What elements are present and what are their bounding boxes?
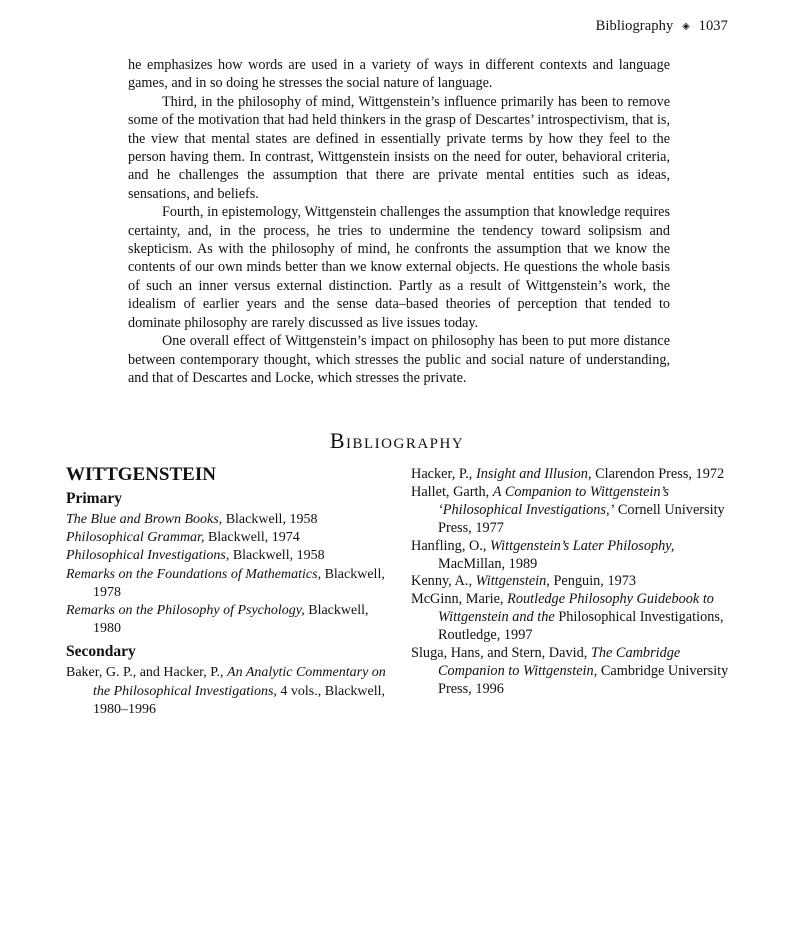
- entry-author: Hanfling, O.,: [411, 537, 491, 554]
- entry-author: McGinn, Marie,: [411, 591, 508, 608]
- entry-details: , Blackwell, 1978: [93, 566, 385, 600]
- entry-details: Cornell University Press, 1977: [438, 501, 725, 536]
- bibliography-entry: [66, 511, 396, 529]
- entry-title: The Cambridge Companion to Wittgenstein: [438, 645, 681, 679]
- entry-details: , Blackwell, 1958: [225, 548, 325, 564]
- paragraph: he emphasizes how words are used in a variety of ways in different contexts and language games, and in so doing he stresses the social nature of language.: [128, 57, 670, 92]
- entry-title: An Analytic Commentary on the Philosophical Investigations: [93, 665, 386, 699]
- entry-title: A Companion to Wittgenstein’s ‘Philosophical Investigations,’: [438, 483, 670, 518]
- bibliography-left-column: [66, 463, 396, 719]
- running-head-title: Bibliography: [595, 18, 674, 34]
- bibliography-entry: [411, 484, 731, 538]
- paragraph: Fourth, in epistemology, Wittgenstein challenges the assumption that knowledge requires certainty, and, in the process, he tries to undermine the tendency toward solipsism and skepticism. As with the philosophy of mind, he confronts the assumption that we know the contents of our own minds better than we know external objects. He questions the whole basis of such an inner versus external distinction. Partly as a result of Wittgenstein’s work, the idealism of earlier years and the sense data–based theories of perception that tended to dominate philosophy are rarely discussed as live issues today.: [128, 204, 670, 331]
- entry-title: Wittgenstein’s Later Philosophy,: [490, 537, 675, 554]
- entry-author: Baker, G. P., and Hacker, P.,: [66, 665, 228, 681]
- bibliography-entry: [411, 538, 731, 574]
- entry-title: Remarks on the Philosophy of Psychology,: [66, 603, 305, 619]
- bibliography-entry: [411, 466, 731, 484]
- entry-title: Philosophical Investigations: [66, 548, 226, 564]
- entry-title: Insight and Illusion: [475, 466, 588, 482]
- entry-author: Sluga, Hans, and Stern, David,: [411, 645, 591, 662]
- entry-details: Blackwell, 1974: [204, 530, 300, 546]
- diamond-ornament-icon: ◈: [682, 21, 690, 32]
- bibliography-entry: [66, 602, 396, 638]
- entry-title: The Blue and Brown Books: [66, 512, 219, 527]
- entry-author: Kenny, A.,: [411, 573, 476, 590]
- body-text: [128, 56, 670, 387]
- paragraph: One overall effect of Wittgenstein’s impact on philosophy has been to put more distance between contemporary thought, which stresses the public and social nature of understanding, and that of Descartes and Locke, which stresses the private.: [128, 333, 670, 386]
- bibliography-entry: [66, 566, 396, 602]
- entry-title: Wittgenstein: [475, 573, 547, 590]
- paragraph: Third, in the philosophy of mind, Wittgenstein’s influence primarily has been to remove some of the motivation that had held thinkers in the grasp of Descartes’ introspectivism, that is, the view that mental states are defined in essentially private terms by how they feel to the person having them. In contrast, Wittgenstein insists on the need for outer, behavioral criteria, and he challenges the assumption that there are private mental entities such as ideas, sensations, and beliefs.: [128, 93, 670, 202]
- entry-details: Blackwell, 1980: [93, 603, 369, 637]
- bibliography-entry: [66, 547, 396, 565]
- bibliography-right-column: [411, 466, 731, 699]
- entry-title: Remarks on the Foundations of Mathematics: [66, 566, 318, 582]
- entry-title: Routledge Philosophy Guidebook to Wittgenstein and the: [438, 591, 714, 626]
- entry-details: , Blackwell, 1958: [218, 512, 318, 527]
- secondary-heading: Secondary: [66, 643, 136, 661]
- entry-details: , Clarendon Press, 1972: [587, 466, 725, 482]
- section-title: Bibliography: [329, 428, 465, 453]
- bibliography-entry: [66, 529, 396, 547]
- entry-author: Hacker, P.,: [411, 466, 476, 482]
- entry-author: Hallet, Garth,: [411, 483, 493, 500]
- primary-heading: Primary: [66, 490, 122, 507]
- author-heading: WITTGENSTEIN: [66, 464, 216, 485]
- bibliography-entry: [411, 573, 731, 591]
- running-head: [596, 18, 728, 35]
- entry-details: , 4 vols., Blackwell, 1980–1996: [93, 683, 386, 717]
- entry-details: MacMillan, 1989: [438, 555, 538, 572]
- bibliography-entry: [66, 664, 396, 719]
- entry-details: Philosophical Investigations, Routledge, 1997: [438, 609, 724, 644]
- entry-title: Philosophical Grammar,: [66, 530, 205, 546]
- entry-details: , Cambridge University Press, 1996: [438, 662, 729, 697]
- page-number: 1037: [698, 18, 728, 34]
- bibliography-entry: [411, 591, 731, 645]
- entry-details: , Penguin, 1973: [546, 573, 637, 590]
- bibliography-entry: [411, 645, 731, 699]
